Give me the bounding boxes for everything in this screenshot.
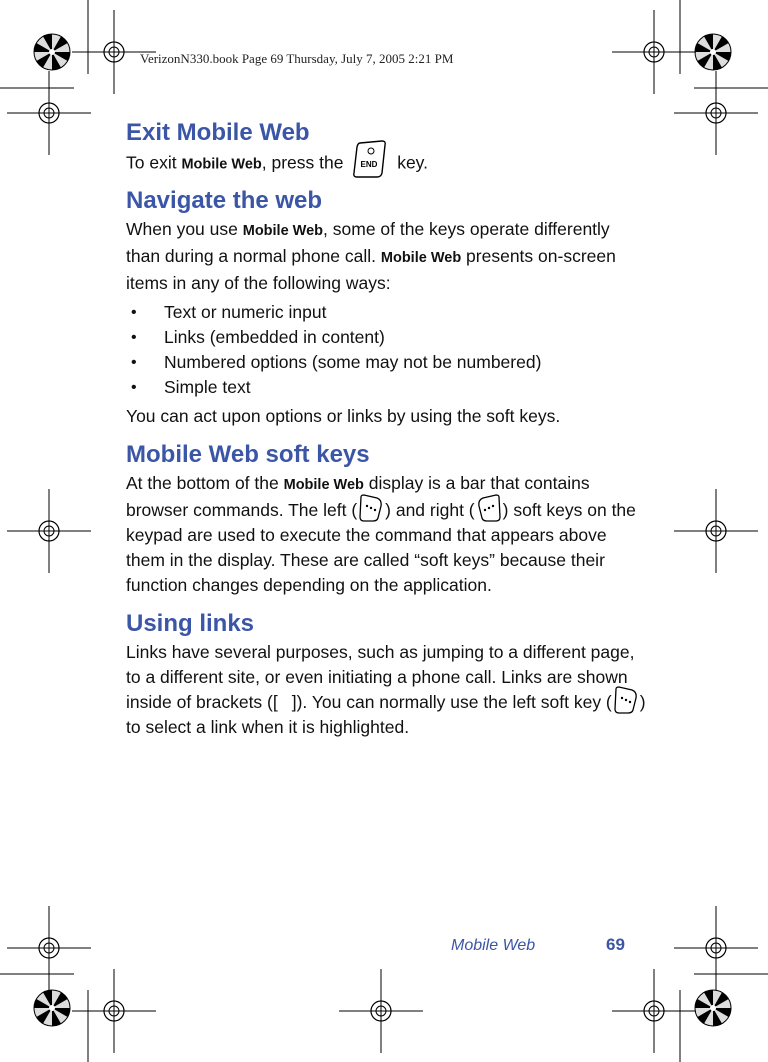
list-item-text: Simple text	[164, 377, 251, 397]
text: Links have several purposes, such as jumping to a different page, to a different site, or even initiating a phone call. Links are shown inside of brackets ([	[126, 642, 635, 712]
end-key-label: END	[360, 160, 378, 169]
list-item	[126, 350, 646, 375]
term-mobile-web: Mobile Web	[380, 250, 462, 266]
text: ) to select a link when it is highlighted.	[126, 692, 646, 737]
text: key.	[392, 152, 428, 173]
list-item	[126, 300, 646, 325]
footer-page-number: 69	[606, 935, 625, 954]
navigate-paragraph	[126, 217, 646, 296]
soft-keys-paragraph	[126, 471, 646, 598]
corner-target-top-right	[695, 34, 731, 70]
text: At the bottom of the	[126, 473, 284, 493]
corner-target-bottom-right	[695, 990, 731, 1026]
list-item	[126, 375, 646, 400]
end-key-icon	[352, 139, 388, 179]
left-soft-key-icon	[613, 686, 639, 714]
text: ) soft keys on the keypad are used to execute the command that appears above them in the display. These are called “soft keys” because their function changes depending on the application.	[126, 500, 636, 595]
list-item-text: Numbered options (some may not be numbered)	[164, 352, 542, 372]
left-soft-key-icon	[358, 494, 384, 522]
list-item-text: Links (embedded in content)	[164, 327, 385, 347]
corner-target-bottom-left	[34, 990, 70, 1026]
list-item-text: Text or numeric input	[164, 302, 327, 322]
section-exit-mobile-web	[126, 117, 646, 179]
text: ) and right (	[385, 500, 475, 520]
section-mobile-web-soft-keys	[126, 439, 646, 598]
text: , some of the keys operate differently than during a normal phone call.	[126, 219, 610, 266]
bullet: •	[131, 379, 137, 396]
using-links-paragraph	[126, 640, 646, 740]
bullet: •	[131, 304, 137, 321]
corner-target-top-left	[34, 34, 70, 70]
book-header-line: VerizonN330.book Page 69 Thursday, July 7, 2005 2:21 PM	[140, 51, 454, 66]
text: , press the	[261, 152, 349, 173]
text: When you use	[126, 219, 243, 239]
section-navigate-the-web	[126, 185, 646, 429]
bullet: •	[131, 354, 137, 371]
text: presents on-screen items in any of the following ways:	[126, 246, 616, 293]
exit-paragraph	[126, 149, 646, 179]
presentation-list	[126, 300, 646, 400]
soft-keys-note: You can act upon options or links by using the soft keys.	[126, 406, 561, 426]
bullet: •	[131, 329, 137, 346]
page-content	[126, 117, 646, 746]
term-mobile-web: Mobile Web	[283, 477, 364, 493]
text: display is a bar that contains browser commands. The left (	[126, 473, 590, 520]
right-soft-key-icon	[476, 494, 502, 522]
list-item	[126, 325, 646, 350]
footer-section-title: Mobile Web	[451, 937, 536, 954]
heading-mobile-web-soft-keys: Mobile Web soft keys	[126, 441, 370, 468]
heading-exit-mobile-web: Exit Mobile Web	[126, 119, 310, 146]
heading-navigate-the-web: Navigate the web	[126, 187, 323, 214]
text: To exit	[126, 152, 182, 173]
term-mobile-web: Mobile Web	[181, 156, 262, 173]
section-using-links	[126, 608, 646, 740]
text: ]). You can normally use the left soft key (	[291, 692, 612, 712]
term-mobile-web: Mobile Web	[242, 223, 324, 239]
heading-using-links: Using links	[126, 610, 255, 637]
